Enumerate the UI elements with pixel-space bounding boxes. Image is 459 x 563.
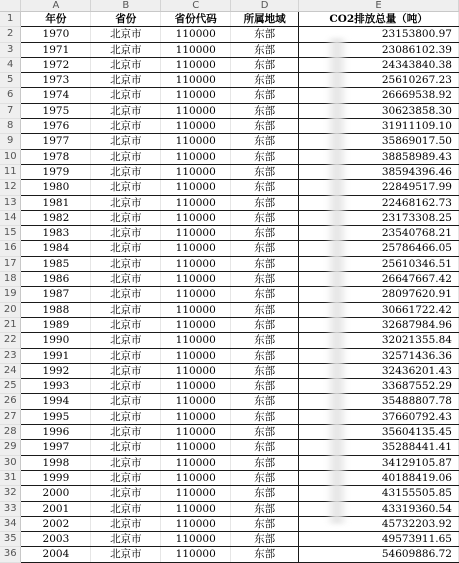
cell-b[interactable]: 北京市 xyxy=(91,119,161,134)
table-row xyxy=(0,532,459,547)
row-number[interactable]: 23 xyxy=(0,348,21,363)
cell-e[interactable]: 35604135.45 xyxy=(299,425,459,440)
cell-d[interactable]: 东部 xyxy=(231,317,299,332)
cell-a[interactable]: 1978 xyxy=(21,149,91,164)
cell-c[interactable]: 110000 xyxy=(161,195,231,210)
cell-c[interactable]: 110000 xyxy=(161,486,231,501)
header-cell-c[interactable]: 省份代码 xyxy=(161,12,231,27)
cell-c[interactable]: 110000 xyxy=(161,180,231,195)
row-number[interactable]: 35 xyxy=(0,532,21,547)
cell-c[interactable]: 110000 xyxy=(161,440,231,455)
cell-e[interactable]: 26669538.92 xyxy=(299,88,459,103)
cell-a[interactable]: 2004 xyxy=(21,547,91,562)
table-row xyxy=(0,210,459,225)
cell-d[interactable]: 东部 xyxy=(231,272,299,287)
cell-c[interactable]: 110000 xyxy=(161,164,231,179)
cell-b[interactable]: 北京市 xyxy=(91,425,161,440)
row-number[interactable]: 25 xyxy=(0,379,21,394)
cell-b[interactable]: 北京市 xyxy=(91,287,161,302)
cell-e[interactable]: 23173308.25 xyxy=(299,210,459,225)
cell-e[interactable]: 24343840.38 xyxy=(299,57,459,72)
table-row xyxy=(0,501,459,516)
cell-a[interactable]: 1979 xyxy=(21,164,91,179)
table-row xyxy=(0,348,459,363)
cell-a[interactable]: 2002 xyxy=(21,516,91,531)
cell-e[interactable]: 23153800.97 xyxy=(299,27,459,42)
cell-b[interactable]: 北京市 xyxy=(91,333,161,348)
cell-e[interactable]: 32571436.36 xyxy=(299,348,459,363)
cell-d[interactable]: 东部 xyxy=(231,287,299,302)
table-row xyxy=(0,425,459,440)
cell-b[interactable]: 北京市 xyxy=(91,532,161,547)
cell-a[interactable]: 1995 xyxy=(21,409,91,424)
cell-c[interactable]: 110000 xyxy=(161,409,231,424)
cell-b[interactable]: 北京市 xyxy=(91,363,161,378)
cell-b[interactable]: 北京市 xyxy=(91,149,161,164)
cell-e[interactable]: 30623858.30 xyxy=(299,103,459,118)
row-number[interactable]: 32 xyxy=(0,486,21,501)
cell-b[interactable]: 北京市 xyxy=(91,42,161,57)
table-row xyxy=(0,103,459,118)
header-row xyxy=(0,12,459,27)
table-row xyxy=(0,547,459,562)
cell-a[interactable]: 1973 xyxy=(21,73,91,88)
cell-a[interactable]: 1976 xyxy=(21,119,91,134)
table-row xyxy=(0,27,459,42)
cell-c[interactable]: 110000 xyxy=(161,119,231,134)
cell-b[interactable]: 北京市 xyxy=(91,226,161,241)
row-number[interactable]: 33 xyxy=(0,501,21,516)
cell-d[interactable]: 东部 xyxy=(231,241,299,256)
cell-e[interactable]: 35488807.78 xyxy=(299,394,459,409)
cell-a[interactable]: 1972 xyxy=(21,57,91,72)
row-number[interactable]: 1 xyxy=(0,12,21,27)
table-row xyxy=(0,256,459,271)
cell-c[interactable]: 110000 xyxy=(161,241,231,256)
cell-a[interactable]: 1980 xyxy=(21,180,91,195)
cell-c[interactable]: 110000 xyxy=(161,379,231,394)
cell-a[interactable]: 1997 xyxy=(21,440,91,455)
cell-a[interactable]: 1988 xyxy=(21,302,91,317)
header-cell-b[interactable]: 省份 xyxy=(91,12,161,27)
cell-d[interactable]: 东部 xyxy=(231,501,299,516)
row-number[interactable]: 22 xyxy=(0,333,21,348)
cell-d[interactable]: 东部 xyxy=(231,103,299,118)
cell-d[interactable]: 东部 xyxy=(231,547,299,562)
cell-c[interactable]: 110000 xyxy=(161,470,231,485)
cell-c[interactable]: 110000 xyxy=(161,272,231,287)
cell-b[interactable]: 北京市 xyxy=(91,272,161,287)
cell-b[interactable]: 北京市 xyxy=(91,210,161,225)
column-header-a[interactable]: A xyxy=(21,0,91,12)
cell-b[interactable]: 北京市 xyxy=(91,73,161,88)
cell-a[interactable]: 2003 xyxy=(21,532,91,547)
cell-d[interactable]: 东部 xyxy=(231,455,299,470)
cell-b[interactable]: 北京市 xyxy=(91,57,161,72)
table-row xyxy=(0,470,459,485)
header-cell-d[interactable]: 所属地域 xyxy=(231,12,299,27)
cell-d[interactable]: 东部 xyxy=(231,470,299,485)
cell-e[interactable]: 37660792.43 xyxy=(299,409,459,424)
cell-a[interactable]: 1993 xyxy=(21,379,91,394)
cell-b[interactable]: 北京市 xyxy=(91,134,161,149)
row-number[interactable]: 18 xyxy=(0,272,21,287)
cell-a[interactable]: 1991 xyxy=(21,348,91,363)
cell-b[interactable]: 北京市 xyxy=(91,547,161,562)
cell-b[interactable]: 北京市 xyxy=(91,455,161,470)
cell-c[interactable]: 110000 xyxy=(161,73,231,88)
cell-b[interactable]: 北京市 xyxy=(91,440,161,455)
cell-e[interactable]: 33687552.29 xyxy=(299,379,459,394)
cell-b[interactable]: 北京市 xyxy=(91,348,161,363)
header-cell-a[interactable]: 年份 xyxy=(21,12,91,27)
cell-e[interactable]: 54609886.72 xyxy=(299,547,459,562)
table-row xyxy=(0,379,459,394)
cell-e[interactable]: 23540768.21 xyxy=(299,226,459,241)
cell-a[interactable]: 1983 xyxy=(21,226,91,241)
cell-c[interactable]: 110000 xyxy=(161,256,231,271)
table-row xyxy=(0,42,459,57)
cell-b[interactable]: 北京市 xyxy=(91,486,161,501)
column-header-d[interactable]: D xyxy=(231,0,299,12)
cell-d[interactable]: 东部 xyxy=(231,302,299,317)
cell-e[interactable]: 35869017.50 xyxy=(299,134,459,149)
cell-b[interactable]: 北京市 xyxy=(91,256,161,271)
cell-c[interactable]: 110000 xyxy=(161,88,231,103)
cell-c[interactable]: 110000 xyxy=(161,333,231,348)
cell-b[interactable]: 北京市 xyxy=(91,516,161,531)
cell-e[interactable]: 43319360.54 xyxy=(299,501,459,516)
cell-c[interactable]: 110000 xyxy=(161,149,231,164)
cell-e[interactable]: 34129105.87 xyxy=(299,455,459,470)
row-number[interactable]: 31 xyxy=(0,470,21,485)
cell-e[interactable]: 49573911.65 xyxy=(299,532,459,547)
cell-c[interactable]: 110000 xyxy=(161,363,231,378)
cell-d[interactable]: 东部 xyxy=(231,440,299,455)
cell-e[interactable]: 40188419.06 xyxy=(299,470,459,485)
cell-b[interactable]: 北京市 xyxy=(91,317,161,332)
cell-c[interactable]: 110000 xyxy=(161,516,231,531)
cell-e[interactable]: 23086102.39 xyxy=(299,42,459,57)
cell-a[interactable]: 2001 xyxy=(21,501,91,516)
cell-d[interactable]: 东部 xyxy=(231,425,299,440)
cell-d[interactable]: 东部 xyxy=(231,486,299,501)
row-number[interactable]: 2 xyxy=(0,27,21,42)
table-row xyxy=(0,149,459,164)
row-number[interactable]: 14 xyxy=(0,210,21,225)
cell-a[interactable]: 1977 xyxy=(21,134,91,149)
cell-a[interactable]: 1996 xyxy=(21,425,91,440)
cell-a[interactable]: 1987 xyxy=(21,287,91,302)
table-row xyxy=(0,164,459,179)
cell-d[interactable]: 东部 xyxy=(231,226,299,241)
cell-d[interactable]: 东部 xyxy=(231,73,299,88)
cell-a[interactable]: 1992 xyxy=(21,363,91,378)
cell-e[interactable]: 35288441.41 xyxy=(299,440,459,455)
cell-a[interactable]: 1999 xyxy=(21,470,91,485)
cell-d[interactable]: 东部 xyxy=(231,363,299,378)
table-row xyxy=(0,195,459,210)
table-row xyxy=(0,287,459,302)
cell-e[interactable]: 32436201.43 xyxy=(299,363,459,378)
row-number[interactable]: 26 xyxy=(0,394,21,409)
cell-d[interactable]: 东部 xyxy=(231,42,299,57)
cell-c[interactable]: 110000 xyxy=(161,42,231,57)
cell-c[interactable]: 110000 xyxy=(161,394,231,409)
row-number[interactable]: 8 xyxy=(0,119,21,134)
blurred-region xyxy=(326,38,348,524)
cell-d[interactable]: 东部 xyxy=(231,119,299,134)
cell-e[interactable]: 32021355.84 xyxy=(299,333,459,348)
row-number[interactable]: 9 xyxy=(0,134,21,149)
table-row xyxy=(0,302,459,317)
cell-b[interactable]: 北京市 xyxy=(91,27,161,42)
row-number[interactable]: 13 xyxy=(0,195,21,210)
cell-c[interactable]: 110000 xyxy=(161,302,231,317)
cell-c[interactable]: 110000 xyxy=(161,210,231,225)
cell-a[interactable]: 1981 xyxy=(21,195,91,210)
table-row xyxy=(0,394,459,409)
table-row xyxy=(0,226,459,241)
row-number[interactable]: 12 xyxy=(0,180,21,195)
cell-e[interactable]: 25610346.51 xyxy=(299,256,459,271)
cell-e[interactable]: 31911109.10 xyxy=(299,119,459,134)
table-row xyxy=(0,134,459,149)
row-number[interactable]: 34 xyxy=(0,516,21,531)
cell-a[interactable]: 1985 xyxy=(21,256,91,271)
cell-e[interactable]: 38594396.46 xyxy=(299,164,459,179)
cell-b[interactable]: 北京市 xyxy=(91,409,161,424)
cell-d[interactable]: 东部 xyxy=(231,532,299,547)
cell-e[interactable]: 32687984.96 xyxy=(299,317,459,332)
table-row xyxy=(0,73,459,88)
row-number[interactable]: 15 xyxy=(0,226,21,241)
row-number[interactable]: 7 xyxy=(0,103,21,118)
cell-d[interactable]: 东部 xyxy=(231,516,299,531)
cell-e[interactable]: 26647667.42 xyxy=(299,272,459,287)
row-number[interactable]: 17 xyxy=(0,256,21,271)
cell-e[interactable]: 43155505.85 xyxy=(299,486,459,501)
cell-e[interactable]: 22849517.99 xyxy=(299,180,459,195)
row-number[interactable]: 3 xyxy=(0,42,21,57)
cell-d[interactable]: 东部 xyxy=(231,409,299,424)
row-number[interactable]: 21 xyxy=(0,317,21,332)
row-number[interactable]: 6 xyxy=(0,88,21,103)
cell-b[interactable]: 北京市 xyxy=(91,164,161,179)
cell-c[interactable]: 110000 xyxy=(161,532,231,547)
table-row xyxy=(0,455,459,470)
cell-b[interactable]: 北京市 xyxy=(91,241,161,256)
cell-a[interactable]: 1986 xyxy=(21,272,91,287)
cell-c[interactable]: 110000 xyxy=(161,348,231,363)
cell-d[interactable]: 东部 xyxy=(231,379,299,394)
cell-c[interactable]: 110000 xyxy=(161,425,231,440)
row-number[interactable]: 24 xyxy=(0,363,21,378)
table-row xyxy=(0,409,459,424)
cell-d[interactable]: 东部 xyxy=(231,210,299,225)
row-number[interactable]: 16 xyxy=(0,241,21,256)
cell-e[interactable]: 38858989.43 xyxy=(299,149,459,164)
header-cell-e[interactable]: CO2排放总量（吨） xyxy=(299,12,459,27)
cell-b[interactable]: 北京市 xyxy=(91,470,161,485)
table-row xyxy=(0,57,459,72)
cell-d[interactable]: 东部 xyxy=(231,134,299,149)
cell-b[interactable]: 北京市 xyxy=(91,394,161,409)
cell-e[interactable]: 25610267.23 xyxy=(299,73,459,88)
cell-c[interactable]: 110000 xyxy=(161,226,231,241)
table-row xyxy=(0,119,459,134)
table-row xyxy=(0,486,459,501)
cell-d[interactable]: 东部 xyxy=(231,88,299,103)
column-header-row xyxy=(0,0,459,12)
cell-a[interactable]: 1970 xyxy=(21,27,91,42)
cell-d[interactable]: 东部 xyxy=(231,149,299,164)
cell-c[interactable]: 110000 xyxy=(161,57,231,72)
cell-a[interactable]: 1971 xyxy=(21,42,91,57)
cell-a[interactable]: 1990 xyxy=(21,333,91,348)
table-row xyxy=(0,241,459,256)
cell-e[interactable]: 22468162.73 xyxy=(299,195,459,210)
table-row xyxy=(0,88,459,103)
cell-d[interactable]: 东部 xyxy=(231,27,299,42)
cell-a[interactable]: 1989 xyxy=(21,317,91,332)
row-number[interactable]: 27 xyxy=(0,409,21,424)
row-number[interactable]: 29 xyxy=(0,440,21,455)
cell-a[interactable]: 1984 xyxy=(21,241,91,256)
cell-d[interactable]: 东部 xyxy=(231,195,299,210)
cell-a[interactable]: 1975 xyxy=(21,103,91,118)
column-header-e[interactable]: E xyxy=(299,0,459,12)
cell-e[interactable]: 28097620.91 xyxy=(299,287,459,302)
cell-b[interactable]: 北京市 xyxy=(91,501,161,516)
cell-b[interactable]: 北京市 xyxy=(91,180,161,195)
column-header-c[interactable]: C xyxy=(161,0,231,12)
row-number[interactable]: 4 xyxy=(0,57,21,72)
column-header-b[interactable]: B xyxy=(91,0,161,12)
cell-d[interactable]: 东部 xyxy=(231,57,299,72)
select-all-corner[interactable] xyxy=(0,0,21,12)
cell-c[interactable]: 110000 xyxy=(161,455,231,470)
table-row xyxy=(0,333,459,348)
cell-a[interactable]: 1974 xyxy=(21,88,91,103)
cell-d[interactable]: 东部 xyxy=(231,256,299,271)
cell-a[interactable]: 2000 xyxy=(21,486,91,501)
cell-b[interactable]: 北京市 xyxy=(91,379,161,394)
cell-d[interactable]: 东部 xyxy=(231,180,299,195)
cell-a[interactable]: 1982 xyxy=(21,210,91,225)
row-number[interactable]: 5 xyxy=(0,73,21,88)
cell-e[interactable]: 45732203.92 xyxy=(299,516,459,531)
row-number[interactable]: 36 xyxy=(0,547,21,562)
table-row xyxy=(0,363,459,378)
cell-d[interactable]: 东部 xyxy=(231,348,299,363)
cell-c[interactable]: 110000 xyxy=(161,501,231,516)
row-number[interactable]: 30 xyxy=(0,455,21,470)
table-row xyxy=(0,440,459,455)
row-number[interactable]: 10 xyxy=(0,149,21,164)
cell-c[interactable]: 110000 xyxy=(161,547,231,562)
cell-d[interactable]: 东部 xyxy=(231,394,299,409)
cell-c[interactable]: 110000 xyxy=(161,317,231,332)
cell-b[interactable]: 北京市 xyxy=(91,302,161,317)
cell-b[interactable]: 北京市 xyxy=(91,103,161,118)
cell-c[interactable]: 110000 xyxy=(161,27,231,42)
cell-c[interactable]: 110000 xyxy=(161,103,231,118)
cell-e[interactable]: 30661722.42 xyxy=(299,302,459,317)
cell-b[interactable]: 北京市 xyxy=(91,88,161,103)
cell-d[interactable]: 东部 xyxy=(231,333,299,348)
cell-a[interactable]: 1998 xyxy=(21,455,91,470)
table-row xyxy=(0,516,459,531)
cell-c[interactable]: 110000 xyxy=(161,134,231,149)
row-number[interactable]: 11 xyxy=(0,164,21,179)
cell-c[interactable]: 110000 xyxy=(161,287,231,302)
table-row xyxy=(0,317,459,332)
cell-e[interactable]: 25786466.05 xyxy=(299,241,459,256)
cell-b[interactable]: 北京市 xyxy=(91,195,161,210)
row-number[interactable]: 20 xyxy=(0,302,21,317)
row-number[interactable]: 28 xyxy=(0,425,21,440)
cell-d[interactable]: 东部 xyxy=(231,164,299,179)
cell-a[interactable]: 1994 xyxy=(21,394,91,409)
row-number[interactable]: 19 xyxy=(0,287,21,302)
table-row xyxy=(0,180,459,195)
table-row xyxy=(0,272,459,287)
